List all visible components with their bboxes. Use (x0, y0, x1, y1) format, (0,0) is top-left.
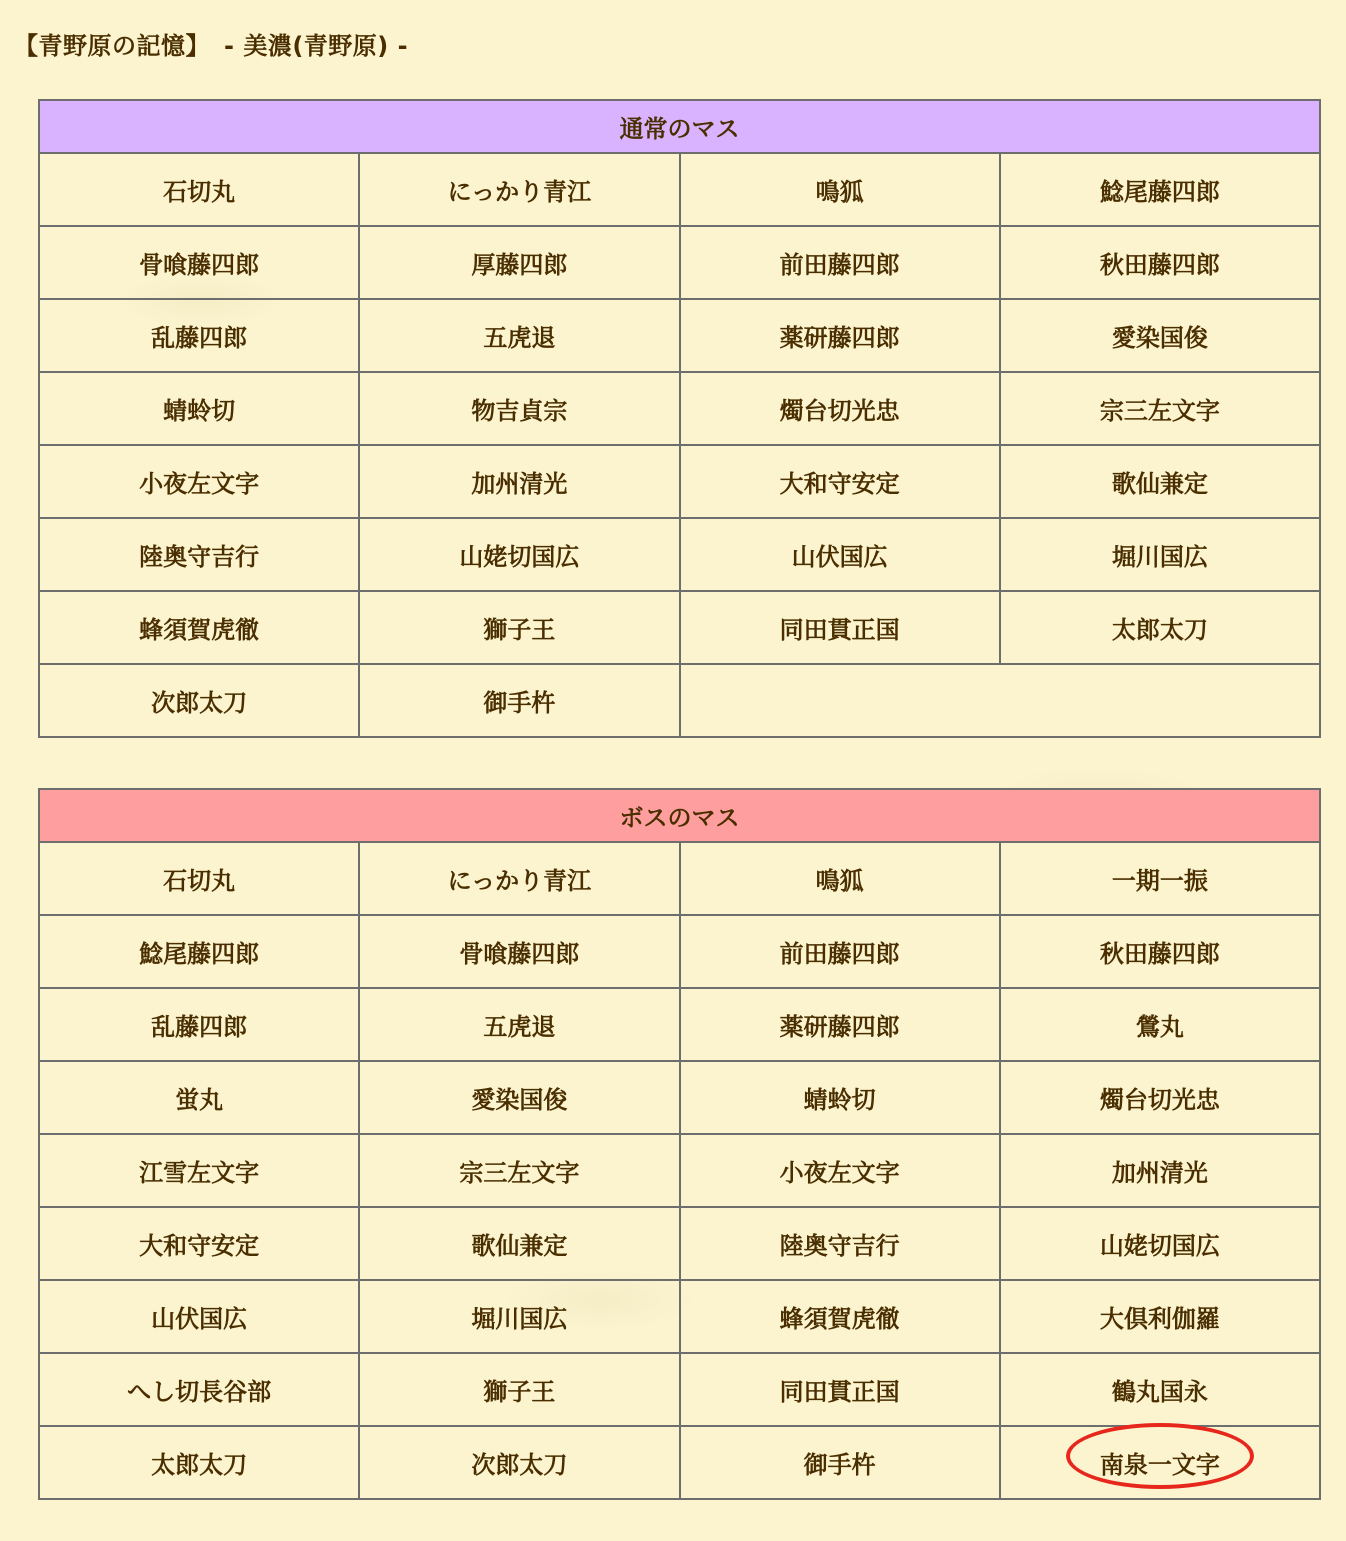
table-row (39, 153, 1320, 226)
sword-cell (359, 226, 679, 299)
sword-cell (680, 1280, 1000, 1353)
normal-node-table (38, 99, 1321, 738)
sword-name: 秋田藤四郎 (1099, 251, 1220, 279)
page-title-main: 【青野原の記憶】 (14, 32, 210, 60)
sword-name: 薬研藤四郎 (779, 324, 900, 352)
sword-name: 歌仙兼定 (1111, 470, 1208, 498)
sword-cell (1000, 1353, 1320, 1426)
sword-cell (1000, 591, 1320, 664)
sword-name: 燭台切光忠 (1099, 1086, 1220, 1114)
boss-node-table (38, 788, 1321, 1500)
sword-cell (39, 1061, 359, 1134)
sword-cell (680, 372, 1000, 445)
empty-cell (680, 664, 1321, 737)
sword-cell (680, 1061, 1000, 1134)
sword-cell (1000, 1061, 1320, 1134)
table-row (39, 988, 1320, 1061)
sword-cell (359, 372, 679, 445)
sword-name: 鶴丸国永 (1111, 1378, 1208, 1406)
highlighted-sword-name: 南泉一文字 (1100, 1445, 1220, 1480)
sword-cell (359, 842, 679, 915)
table-row (39, 1207, 1320, 1280)
table-row (39, 299, 1320, 372)
sword-name: 鳴狐 (815, 178, 864, 206)
table-row (39, 842, 1320, 915)
sword-name: 宗三左文字 (459, 1159, 580, 1187)
sword-cell (680, 1207, 1000, 1280)
sword-name: 山姥切国広 (1099, 1232, 1220, 1260)
sword-cell (359, 1426, 679, 1499)
sword-name: 石切丸 (163, 867, 236, 895)
sword-name: 同田貫正国 (779, 616, 900, 644)
table-row (39, 518, 1320, 591)
sword-name: 一期一振 (1111, 867, 1208, 895)
page-subtitle: - 美濃(青野原) - (224, 32, 409, 60)
sword-name: 太郎太刀 (151, 1451, 248, 1479)
sword-cell (359, 1353, 679, 1426)
sword-cell (359, 1280, 679, 1353)
sword-name: 蜂須賀虎徹 (139, 616, 260, 644)
sword-cell (680, 915, 1000, 988)
sword-cell (359, 518, 679, 591)
sword-name: 獅子王 (483, 1378, 556, 1406)
sword-name: 石切丸 (163, 178, 236, 206)
boss-node-header: ボスのマス (39, 789, 1320, 842)
sword-name: 加州清光 (471, 470, 568, 498)
table-row (39, 915, 1320, 988)
sword-name: 山伏国広 (791, 543, 888, 571)
sword-name: 愛染国俊 (471, 1086, 568, 1114)
sword-cell (359, 915, 679, 988)
sword-cell (680, 1353, 1000, 1426)
sword-name: 大和守安定 (139, 1232, 260, 1260)
sword-cell (39, 915, 359, 988)
sword-name: 太郎太刀 (1111, 616, 1208, 644)
sword-name: 乱藤四郎 (151, 324, 248, 352)
sword-name: 鯰尾藤四郎 (139, 940, 260, 968)
sword-cell (359, 153, 679, 226)
sword-cell (39, 1207, 359, 1280)
sword-name: 堀川国広 (471, 1305, 568, 1333)
table-row (39, 226, 1320, 299)
sword-cell (359, 988, 679, 1061)
sword-cell (39, 445, 359, 518)
sword-cell (39, 1426, 359, 1499)
sword-cell (680, 842, 1000, 915)
table-row (39, 1426, 1320, 1499)
sword-cell (39, 988, 359, 1061)
sword-cell (359, 299, 679, 372)
sword-cell (1000, 226, 1320, 299)
sword-cell (39, 299, 359, 372)
table-row (39, 664, 1320, 737)
sword-name: 鳴狐 (815, 867, 864, 895)
sword-name: 江雪左文字 (139, 1159, 260, 1187)
sword-cell (39, 1353, 359, 1426)
sword-name: 山伏国広 (151, 1305, 248, 1333)
sword-cell (680, 445, 1000, 518)
sword-name: 大倶利伽羅 (1099, 1305, 1220, 1333)
sword-name: 骨喰藤四郎 (139, 251, 260, 279)
sword-name: 宗三左文字 (1099, 397, 1220, 425)
sword-name: にっかり青江 (447, 178, 592, 206)
sword-cell (359, 1207, 679, 1280)
sword-cell (359, 1061, 679, 1134)
sword-cell (680, 518, 1000, 591)
sword-cell (359, 445, 679, 518)
sword-name: 骨喰藤四郎 (459, 940, 580, 968)
sword-cell (39, 153, 359, 226)
sword-cell (1000, 153, 1320, 226)
sword-name: 乱藤四郎 (151, 1013, 248, 1041)
sword-cell (1000, 1207, 1320, 1280)
sword-cell (39, 664, 359, 737)
sword-cell (359, 591, 679, 664)
sword-name: 蜻蛉切 (803, 1086, 876, 1114)
sword-name: 五虎退 (483, 1013, 556, 1041)
sword-name: 小夜左文字 (139, 470, 260, 498)
sword-name: 陸奥守吉行 (139, 543, 260, 571)
sword-cell (1000, 1280, 1320, 1353)
sword-name: にっかり青江 (447, 867, 592, 895)
sword-cell (1000, 518, 1320, 591)
table-row (39, 1134, 1320, 1207)
sword-cell (39, 1134, 359, 1207)
table-row (39, 1280, 1320, 1353)
sword-cell (680, 226, 1000, 299)
sword-cell (39, 842, 359, 915)
normal-node-header: 通常のマス (39, 100, 1320, 153)
sword-name: 秋田藤四郎 (1099, 940, 1220, 968)
sword-cell (1000, 372, 1320, 445)
sword-name: 同田貫正国 (779, 1378, 900, 1406)
table-row (39, 372, 1320, 445)
sword-name: 小夜左文字 (779, 1159, 900, 1187)
sword-name: 山姥切国広 (459, 543, 580, 571)
sword-cell (680, 1426, 1000, 1499)
sword-cell (680, 1134, 1000, 1207)
sword-name: 愛染国俊 (1111, 324, 1208, 352)
sword-cell (680, 299, 1000, 372)
sword-name: へし切長谷部 (127, 1378, 272, 1406)
sword-name: 薬研藤四郎 (779, 1013, 900, 1041)
page-title (14, 26, 408, 61)
sword-name: 燭台切光忠 (779, 397, 900, 425)
sword-name: 加州清光 (1111, 1159, 1208, 1187)
sword-cell (1000, 915, 1320, 988)
sword-name: 陸奥守吉行 (779, 1232, 900, 1260)
sword-name: 鶯丸 (1135, 1013, 1184, 1041)
sword-cell (680, 591, 1000, 664)
sword-name: 前田藤四郎 (779, 940, 900, 968)
sword-cell (39, 518, 359, 591)
sword-cell (39, 372, 359, 445)
sword-cell (680, 988, 1000, 1061)
sword-cell (1000, 842, 1320, 915)
sword-name: 物吉貞宗 (471, 397, 568, 425)
sword-cell (1000, 299, 1320, 372)
sword-cell (1000, 1426, 1320, 1499)
sword-name: 五虎退 (483, 324, 556, 352)
sword-name: 鯰尾藤四郎 (1099, 178, 1220, 206)
table-row (39, 591, 1320, 664)
table-row (39, 1061, 1320, 1134)
sword-name: 獅子王 (483, 616, 556, 644)
sword-name: 大和守安定 (779, 470, 900, 498)
sword-cell (680, 153, 1000, 226)
sword-name: 御手杵 (483, 689, 556, 717)
sword-cell (39, 1280, 359, 1353)
sword-name: 蛍丸 (175, 1086, 224, 1114)
sword-cell (1000, 445, 1320, 518)
sword-name: 御手杵 (803, 1451, 876, 1479)
sword-cell (359, 1134, 679, 1207)
sword-name: 前田藤四郎 (779, 251, 900, 279)
sword-name: 厚藤四郎 (471, 251, 568, 279)
sword-cell (39, 226, 359, 299)
table-row (39, 445, 1320, 518)
sword-name: 堀川国広 (1111, 543, 1208, 571)
sword-name: 歌仙兼定 (471, 1232, 568, 1260)
table-row (39, 1353, 1320, 1426)
sword-cell (1000, 988, 1320, 1061)
sword-cell (39, 591, 359, 664)
sword-cell (1000, 1134, 1320, 1207)
sword-name: 次郎太刀 (151, 689, 248, 717)
sword-name: 蜂須賀虎徹 (779, 1305, 900, 1333)
sword-name: 次郎太刀 (471, 1451, 568, 1479)
sword-cell (359, 664, 679, 737)
sword-name: 蜻蛉切 (163, 397, 236, 425)
